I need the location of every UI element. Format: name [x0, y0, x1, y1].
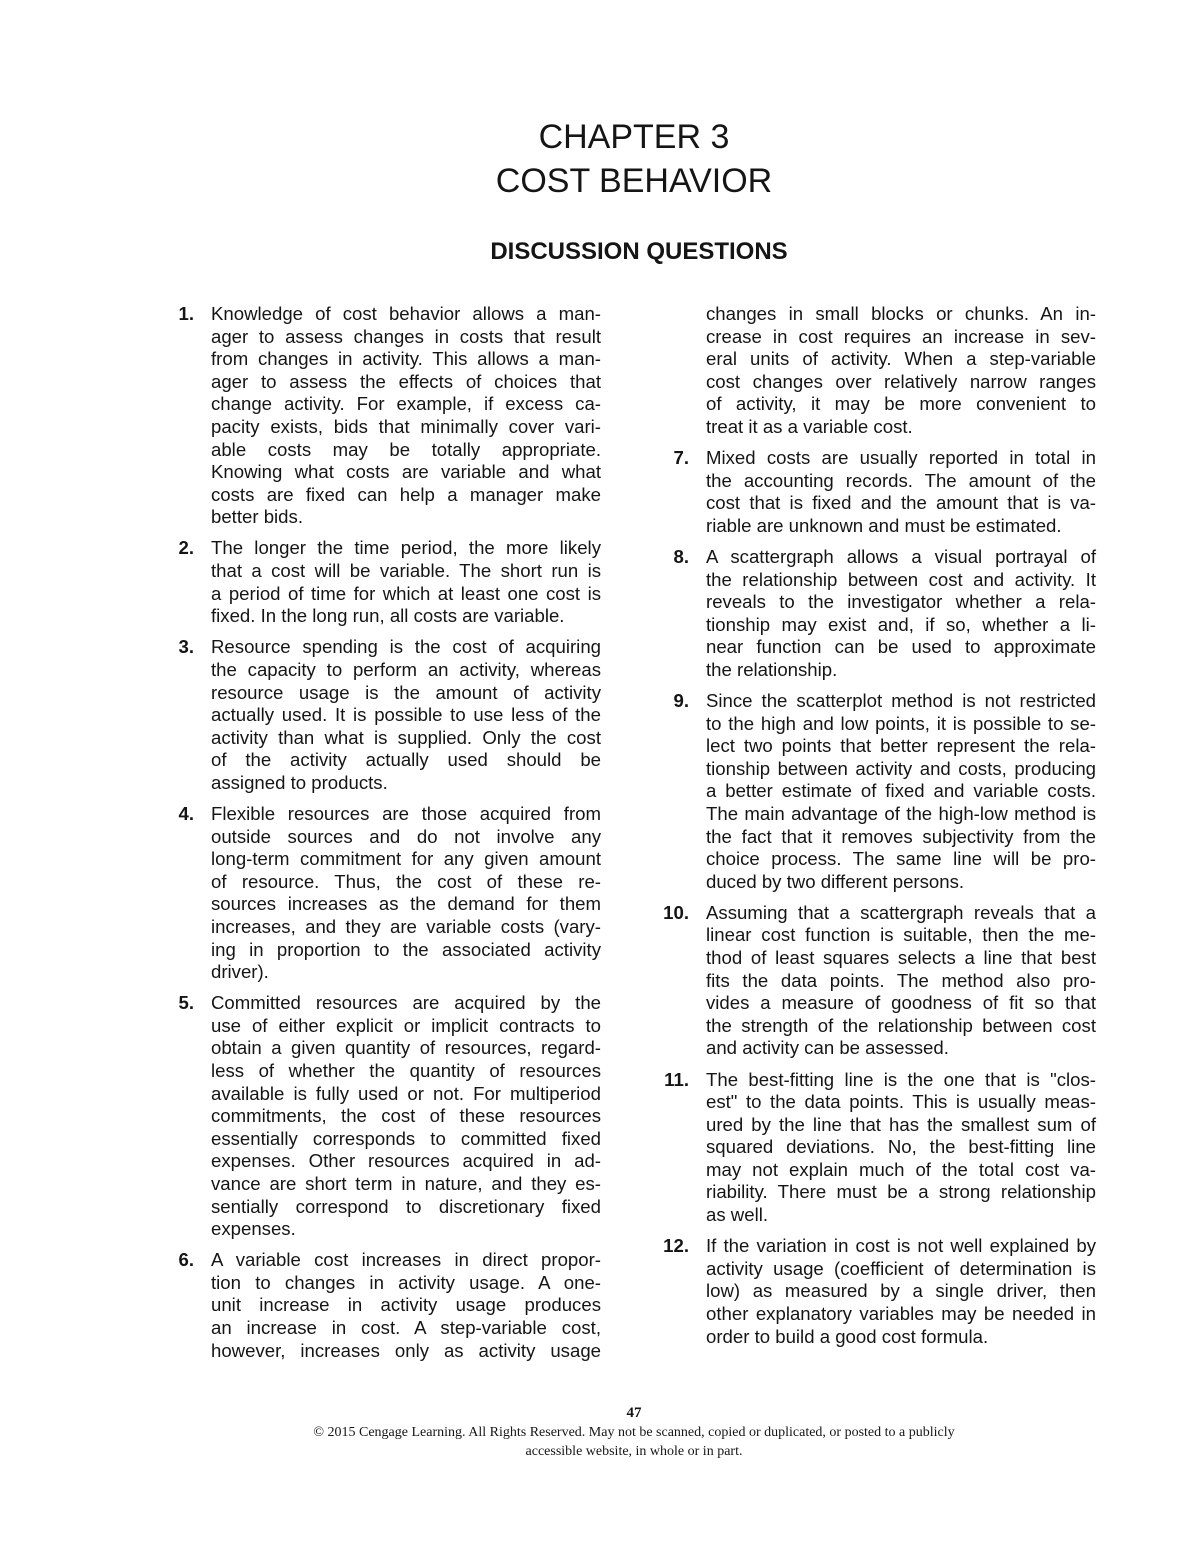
page-number: 47 [626, 1405, 642, 1421]
answer-line: of the activity actually used should be [211, 749, 601, 771]
answer-line: may not explain much of the total cost va- [706, 1158, 1096, 1180]
copyright-notice: © 2015 Cengage Learning. All Rights Reserved. May not be scanned, copied or duplicated, or posted to a publicly [313, 1425, 955, 1440]
answer-line: resource usage is the amount of activity [211, 681, 601, 703]
question-11 [664, 1068, 1096, 1227]
answer-line: Mixed costs are usually reported in total in [706, 447, 1096, 469]
answer-line: assigned to products. [211, 771, 388, 793]
answer-line: sentially correspond to discretionary fixed [211, 1195, 601, 1217]
answer-line: crease in cost requires an increase in sev- [706, 325, 1096, 347]
answer-line: duced by two different persons. [706, 870, 965, 892]
answer-line: ager to assess the effects of choices that [211, 370, 601, 392]
answer-line: A scattergraph allows a visual portrayal of [706, 545, 1096, 567]
answer-line: expenses. [211, 1218, 296, 1240]
answer-line: Since the scatterplot method is not restricted [706, 690, 1096, 711]
question-number: 1. [178, 303, 194, 324]
answer-line: Knowing what costs are variable and what [211, 461, 601, 483]
answer-line: the capacity to perform an activity, whereas [211, 658, 601, 680]
question-2 [178, 537, 601, 627]
answer-line: outside sources and do not involve any [211, 825, 601, 847]
answer-line: however, increases only as activity usage [211, 1339, 601, 1361]
answer-line: If the variation in cost is not well explained by [706, 1235, 1096, 1257]
question-6-continued [706, 303, 1096, 439]
answer-line: ing in proportion to the associated activity [211, 938, 601, 960]
answer-line: a period of time for which at least one cost is [211, 582, 601, 604]
answer-line: A variable cost increases in direct propor- [211, 1249, 601, 1271]
answer-line: low) as measured by a single driver, then [706, 1280, 1096, 1302]
answer-line: pacity exists, bids that minimally cover vari- [211, 415, 601, 437]
answer-line: available is fully used or not. For multiperiod [211, 1082, 601, 1104]
answer-line: that a cost will be variable. The short run is [211, 560, 601, 582]
answer-line: the relationship. [706, 658, 838, 680]
answer-line: of resource. Thus, the cost of these re- [211, 870, 601, 892]
answer-line: of activity, it may be more convenient to [706, 393, 1096, 415]
answer-line: increases, and they are variable costs (vary- [211, 915, 601, 937]
answer-line: eral units of activity. When a step-variable [706, 348, 1096, 370]
answer-line: tion to changes in activity usage. A one- [211, 1271, 601, 1293]
answer-line: obtain a given quantity of resources, regard- [211, 1037, 601, 1059]
chapter-title: COST BEHAVIOR [495, 162, 773, 200]
answer-line: squared deviations. No, the best-fitting line [706, 1136, 1096, 1158]
answer-line: expenses. Other resources acquired in ad- [211, 1150, 601, 1172]
answer-line: the fact that it removes subjectivity from the [706, 825, 1096, 847]
answer-line: as well. [706, 1204, 769, 1226]
answer-line: fits the data points. The method also pro- [706, 969, 1096, 991]
left-column [178, 303, 601, 1362]
answer-line: and activity can be assessed. [706, 1037, 949, 1059]
answer-line: choice process. The same line will be pro- [706, 848, 1096, 870]
chapter-label: CHAPTER 3 [538, 118, 730, 156]
answer-line: commitments, the cost of these resources [211, 1105, 601, 1127]
question-number: 5. [178, 992, 194, 1014]
answer-line: essentially corresponds to committed fixed [211, 1127, 601, 1149]
answer-line: Flexible resources are those acquired from [211, 802, 601, 824]
answer-line: activity than what is supplied. Only the cost [211, 726, 601, 748]
answer-line: from changes in activity. This allows a man- [211, 348, 601, 370]
answer-line: riability. There must be a strong relationship [706, 1181, 1096, 1203]
answer-line: fixed. In the long run, all costs are variable. [211, 605, 565, 627]
answer-line: The best-fitting line is the one that is "clos- [706, 1068, 1096, 1090]
question-number: 11. [664, 1068, 689, 1090]
answer-line: linear cost function is suitable, then the me- [706, 924, 1096, 946]
answer-line: lect two points that better represent the rela- [706, 735, 1096, 757]
answer-line: changes in small blocks or chunks. An in- [706, 303, 1096, 324]
question-7 [673, 447, 1096, 537]
copyright-notice: accessible website, in whole or in part. [525, 1444, 743, 1459]
answer-line: tionship between activity and costs, producing [706, 757, 1096, 779]
question-number: 8. [673, 545, 689, 567]
answer-line: able costs may be totally appropriate. [211, 438, 601, 460]
question-number: 12. [663, 1235, 689, 1257]
question-3 [178, 636, 601, 794]
question-number: 2. [178, 537, 194, 559]
question-number: 7. [673, 447, 689, 469]
answer-line: vance are short term in nature, and they es- [211, 1172, 601, 1194]
chapter-heading [134, 115, 1134, 203]
question-5 [178, 992, 601, 1241]
question-4 [178, 802, 601, 984]
answer-line: costs are fixed can help a manager make [211, 483, 601, 505]
question-10 [663, 901, 1096, 1060]
answer-line: Committed resources are acquired by the [211, 992, 601, 1014]
answer-line: riable are unknown and must be estimated. [706, 514, 1062, 536]
answer-line: thod of least squares selects a line that best [706, 947, 1096, 969]
answer-line: change activity. For example, if excess ca- [211, 393, 601, 415]
answer-line: Resource spending is the cost of acquiring [211, 636, 601, 658]
answer-line: cost that is fixed and the amount that is va- [706, 492, 1096, 514]
answer-line: long-term commitment for any given amount [211, 848, 601, 870]
answer-line: ured by the line that has the smallest sum of [706, 1113, 1096, 1135]
answer-line: an increase in cost. A step-variable cost, [211, 1317, 601, 1339]
answer-line: driver). [211, 961, 269, 983]
answer-line: The main advantage of the high-low method is [706, 802, 1096, 824]
answer-line: sources increases as the demand for them [211, 893, 601, 915]
question-12 [663, 1235, 1096, 1348]
answer-line: a better estimate of fixed and variable costs. [706, 780, 1096, 802]
question-number: 10. [663, 901, 689, 923]
page-footer [134, 1404, 1134, 1461]
question-9 [673, 690, 1096, 893]
right-column [663, 303, 1096, 1348]
answer-line: better bids. [211, 506, 303, 528]
answer-line: near function can be used to approximate [706, 636, 1096, 658]
question-1 [178, 303, 601, 529]
answer-line: the relationship between cost and activity. It [706, 568, 1096, 590]
answer-line: Assuming that a scattergraph reveals that a [706, 901, 1096, 923]
answer-line: cost changes over relatively narrow ranges [706, 370, 1096, 392]
answer-line: less of whether the quantity of resources [211, 1060, 601, 1081]
answer-line: actually used. It is possible to use less of the [211, 704, 601, 726]
answer-line: reveals to the investigator whether a rela- [706, 591, 1096, 613]
answer-line: Knowledge of cost behavior allows a man- [211, 303, 601, 324]
question-number: 9. [673, 690, 689, 711]
answer-line: the strength of the relationship between cost [706, 1014, 1096, 1036]
answer-line: other explanatory variables may be needed in [706, 1302, 1096, 1324]
question-6 [178, 1249, 601, 1362]
answer-line: tionship may exist and, if so, whether a li- [706, 613, 1096, 635]
answer-line: order to build a good cost formula. [706, 1325, 989, 1347]
answer-line: activity usage (coefficient of determination is [706, 1257, 1096, 1279]
answer-line: vides a measure of goodness of fit so that [706, 992, 1096, 1014]
answer-line: treat it as a variable cost. [706, 415, 913, 437]
answer-line: to the high and low points, it is possible to se- [706, 712, 1096, 734]
answer-line: use of either explicit or implicit contracts to [211, 1014, 601, 1036]
question-number: 3. [178, 636, 194, 658]
section-title: DISCUSSION QUESTIONS [490, 238, 788, 265]
answer-line: unit increase in activity usage produces [211, 1294, 601, 1316]
question-number: 6. [178, 1249, 194, 1271]
answer-line: est" to the data points. This is usually meas- [706, 1091, 1096, 1113]
answer-line: ager to assess changes in costs that result [211, 325, 601, 347]
answer-line: The longer the time period, the more likely [211, 537, 601, 559]
question-8 [673, 545, 1096, 682]
question-number: 4. [178, 802, 194, 824]
answer-line: the accounting records. The amount of the [706, 469, 1096, 491]
